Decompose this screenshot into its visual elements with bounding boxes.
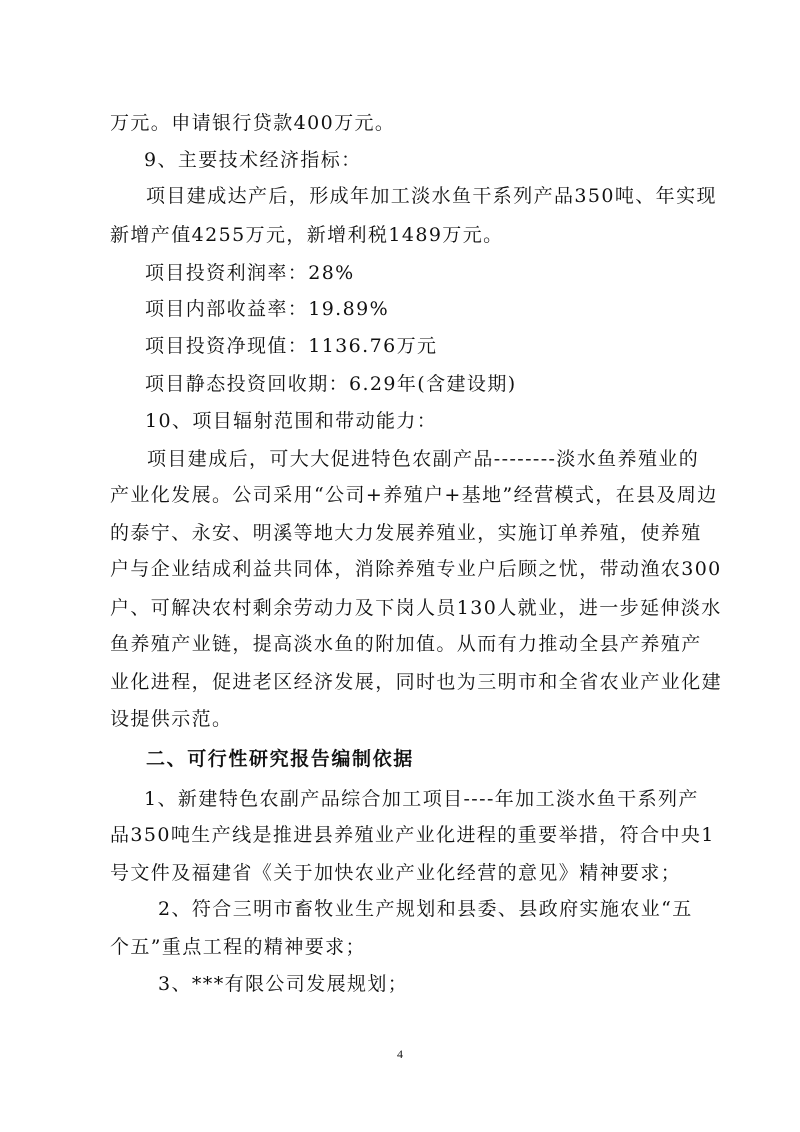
- text-line: 品350吨生产线是推进县养殖业产业化进程的重要举措，符合中央1: [110, 824, 715, 846]
- text-line: 项目内部收益率：19.89%: [145, 298, 390, 320]
- text-line: 3、***有限公司发展规划；: [158, 973, 409, 995]
- text-line: 新增产值4255万元，新增利税1489万元。: [110, 224, 504, 246]
- text-line: 项目投资利润率：28%: [145, 262, 355, 284]
- text-line: 的泰宁、永安、明溪等地大力发展养殖业，实施订单养殖，使养殖: [110, 522, 702, 544]
- text-line: 产业化发展。公司采用“公司+养殖户+基地”经营模式，在县及周边: [110, 484, 718, 506]
- section-heading: 二、可行性研究报告编制依据: [146, 748, 414, 770]
- page-number: 4: [397, 1047, 403, 1061]
- text-line: 户、可解决农村剩余劳动力及下岗人员130人就业，进一步延伸淡水: [110, 597, 722, 619]
- text-line: 鱼养殖产业链，提高淡水鱼的附加值。从而有力推动全县产养殖产: [110, 633, 702, 655]
- text-line: 9、主要技术经济指标：: [144, 149, 362, 171]
- text-line: 2、符合三明市畜牧业生产规划和县委、县政府实施农业“五: [158, 898, 693, 920]
- text-line: 项目静态投资回收期：6.29年(含建设期): [145, 373, 517, 395]
- text-line: 项目建成达产后，形成年加工淡水鱼干系列产品350吨、年实现: [146, 185, 717, 207]
- text-line: 设提供示范。: [110, 708, 233, 730]
- text-line: 项目建成后，可大大促进特色农副产品--------淡水鱼养殖业的: [147, 448, 700, 470]
- text-line: 个五”重点工程的精神要求；: [110, 936, 366, 958]
- text-line: 10、项目辐射范围和带动能力：: [145, 410, 438, 432]
- text-line: 1、新建特色农副产品综合加工项目----年加工淡水鱼干系列产: [144, 788, 699, 810]
- text-line: 万元。申请银行贷款400万元。: [110, 112, 396, 134]
- text-line: 号文件及福建省《关于加快农业产业化经营的意见》精神要求；: [110, 862, 682, 884]
- text-line: 业化进程，促进老区经济发展，同时也为三明市和全省农业产业化建: [110, 671, 723, 693]
- text-line: 项目投资净现值：1136.76万元: [145, 335, 438, 357]
- text-line: 户与企业结成利益共同体，消除养殖专业户后顾之忧，带动渔农300: [110, 558, 722, 580]
